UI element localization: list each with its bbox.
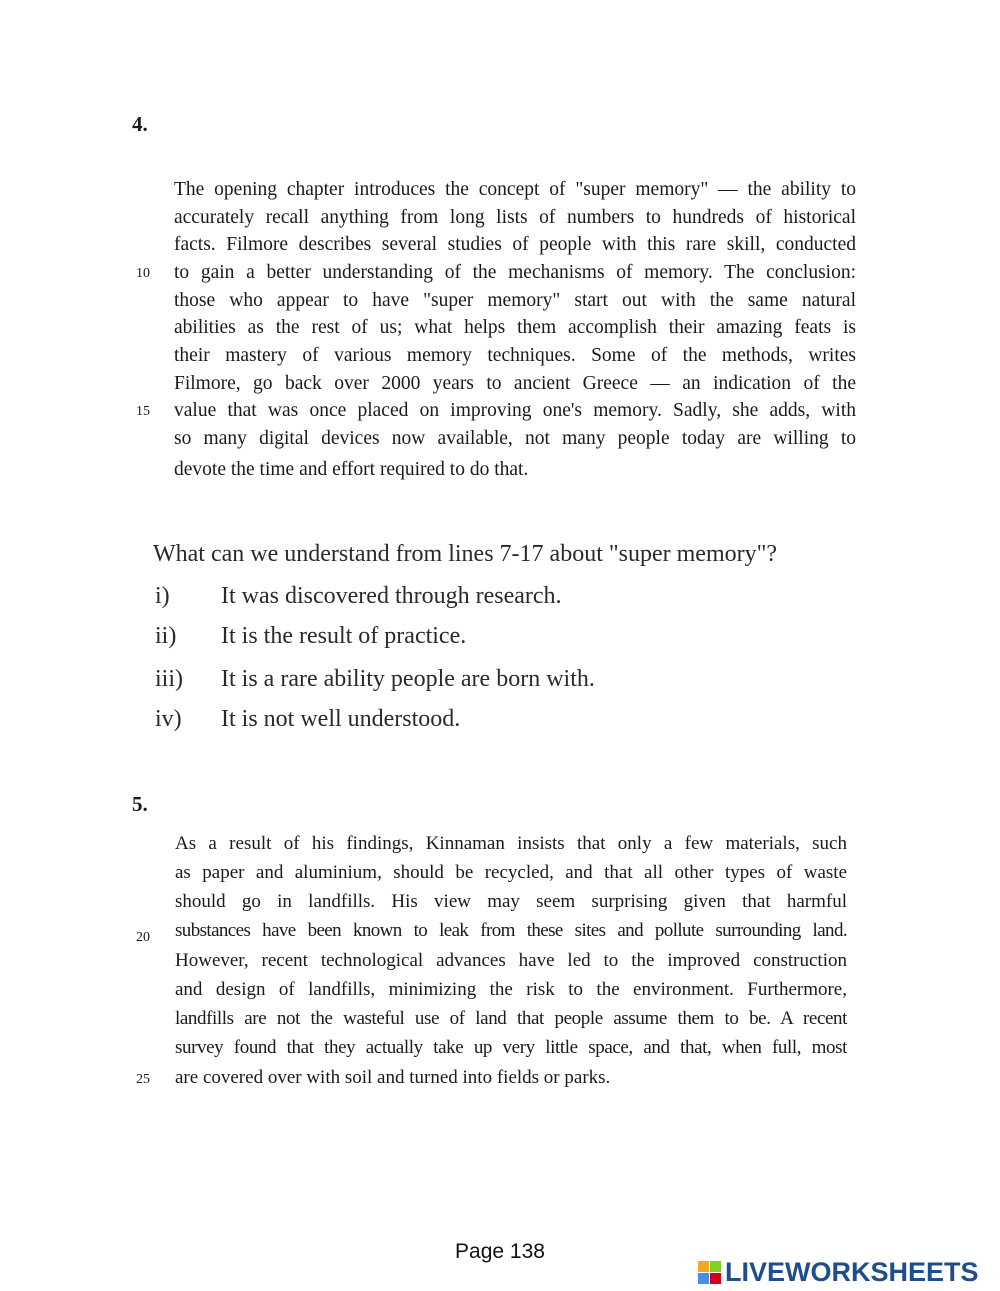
answer-option[interactable]: [155, 706, 755, 736]
question-5-number: 5.: [132, 792, 148, 816]
answer-option[interactable]: [155, 666, 755, 696]
brand-name: LIVEWORKSHEETS: [725, 1257, 979, 1287]
question-4-prompt: What can we understand from lines 7-17 about "super memory"?: [153, 541, 778, 567]
passage-line: abilities as the rest of us; what helps them accomplish their amazing feats is: [174, 317, 856, 338]
line-number: 25: [136, 1072, 150, 1087]
passage-line: are covered over with soil and turned into fields or parks.: [175, 1067, 611, 1088]
passage-line: so many digital devices now available, not many people today are willing to: [174, 428, 856, 449]
passage-line: value that was once placed on improving one's memory. Sadly, she adds, with: [174, 400, 856, 421]
liveworksheets-icon: [698, 1261, 721, 1284]
passage-line: As a result of his findings, Kinnaman insists that only a few materials, such: [175, 833, 847, 854]
option-text: It is the result of practice.: [221, 623, 467, 649]
passage-line: landfills are not the wasteful use of land that people assume them to be. A recent: [175, 1008, 847, 1029]
line-number: 20: [136, 930, 150, 945]
passage-line: as paper and aluminium, should be recycled, and that all other types of waste: [175, 862, 847, 883]
liveworksheets-logo: [698, 1257, 979, 1288]
passage-line: and design of landfills, minimizing the risk to the environment. Furthermore,: [175, 979, 847, 1000]
passage-line: The opening chapter introduces the concept of "super memory" — the ability to: [174, 179, 856, 200]
line-number: 15: [136, 404, 150, 419]
option-label: ii): [155, 623, 177, 649]
passage-line: their mastery of various memory techniques. Some of the methods, writes: [174, 345, 856, 366]
answer-option[interactable]: [155, 623, 755, 653]
line-number: 10: [136, 266, 150, 281]
question-4-number: 4.: [132, 112, 148, 136]
passage-line: Filmore, go back over 2000 years to ancient Greece — an indication of the: [174, 373, 856, 394]
passage-line: However, recent technological advances have led to the improved construction: [175, 950, 847, 971]
passage-line: facts. Filmore describes several studies of people with this rare skill, conducted: [174, 234, 856, 255]
answer-option[interactable]: [155, 583, 755, 613]
option-label: i): [155, 583, 170, 609]
option-text: It is not well understood.: [221, 706, 461, 732]
page-number: Page 138: [455, 1240, 545, 1263]
passage-line: devote the time and effort required to do that.: [174, 459, 529, 480]
passage-line: survey found that they actually take up very little space, and that, when full, most: [175, 1037, 847, 1058]
option-label: iii): [155, 666, 183, 692]
passage-line: those who appear to have "super memory" start out with the same natural: [174, 290, 856, 311]
option-text: It is a rare ability people are born with.: [221, 666, 595, 692]
option-text: It was discovered through research.: [221, 583, 562, 609]
passage-line: substances have been known to leak from these sites and pollute surrounding land.: [175, 920, 847, 941]
option-label: iv): [155, 706, 182, 732]
passage-line: to gain a better understanding of the mechanisms of memory. The conclusion:: [174, 262, 856, 283]
passage-line: should go in landfills. His view may seem surprising given that harmful: [175, 891, 847, 912]
passage-line: accurately recall anything from long lists of numbers to hundreds of historical: [174, 207, 856, 228]
